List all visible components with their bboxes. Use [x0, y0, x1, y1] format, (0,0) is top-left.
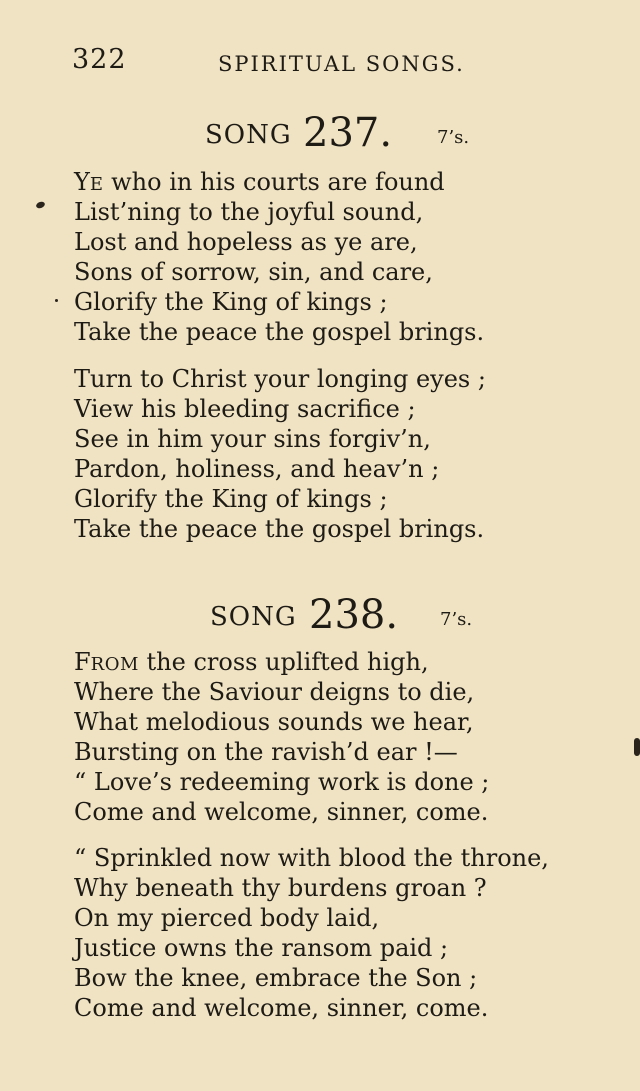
small-caps-rest: ROM: [90, 654, 139, 675]
running-title: SPIRITUAL SONGS.: [218, 52, 465, 76]
verse-line: Sons of sorrow, sin, and care,: [74, 258, 433, 286]
verse-line: [74, 647, 634, 677]
verse-line: Bow the knee, embrace the Son ;: [74, 964, 478, 992]
verse-line: See in him your sins forgiv’n,: [74, 425, 431, 453]
verse-line: List’ning to the joyful sound,: [74, 198, 424, 226]
verse-line: Glorify the King of kings ;: [74, 288, 388, 316]
verse-line: Glorify the King of kings ;: [74, 485, 388, 513]
verse-line: Bursting on the ravish’d ear !—: [74, 738, 458, 766]
first-line-text: who in his courts are found: [103, 168, 445, 196]
verse-line: What melodious sounds we hear,: [74, 708, 474, 736]
verse-line: Where the Saviour deigns to die,: [74, 678, 475, 706]
stanza: [74, 364, 634, 544]
song-heading: [0, 590, 640, 640]
verse-line: Lost and hopeless as ye are,: [74, 228, 418, 256]
verse-line: Why beneath thy burdens groan ?: [74, 874, 487, 902]
verse-line: View his bleeding sacrifice ;: [74, 395, 416, 423]
drop-initial: Y: [74, 168, 90, 196]
verse-line: Pardon, holiness, and heav’n ;: [74, 455, 440, 483]
verse-line: On my pierced body laid,: [74, 904, 380, 932]
first-line-text: the cross uplifted high,: [138, 648, 429, 676]
stanza: [74, 167, 634, 347]
verse-line: Take the peace the gospel brings.: [74, 515, 485, 543]
song-meter: 7’s.: [440, 609, 473, 630]
ink-blot: [55, 299, 58, 302]
song-label: SONG: [210, 602, 297, 632]
stanza: [74, 843, 634, 1023]
song-meter: 7’s.: [437, 127, 470, 148]
song-number: 238.: [309, 592, 399, 638]
small-caps-rest: E: [89, 174, 104, 195]
stanza: [74, 647, 634, 827]
verse-line: “ Sprinkled now with blood the throne,: [74, 844, 549, 872]
song-label: SONG: [205, 120, 292, 150]
verse-line: “ Love’s redeeming work is done ;: [74, 768, 490, 796]
page-number: 322: [72, 44, 127, 75]
verse-line: Turn to Christ your longing eyes ;: [74, 365, 486, 393]
verse-line: Come and welcome, sinner, come.: [74, 798, 489, 826]
ink-blot: [634, 738, 640, 756]
verse-line: [74, 167, 634, 197]
verse-line: Justice owns the ransom paid ;: [74, 934, 449, 962]
song-heading: [0, 108, 640, 158]
verse-line: Take the peace the gospel brings.: [74, 318, 485, 346]
song-number: 237.: [303, 110, 393, 156]
verse-line: Come and welcome, sinner, come.: [74, 994, 489, 1022]
drop-initial: F: [74, 648, 91, 676]
ink-blot: [35, 201, 46, 210]
